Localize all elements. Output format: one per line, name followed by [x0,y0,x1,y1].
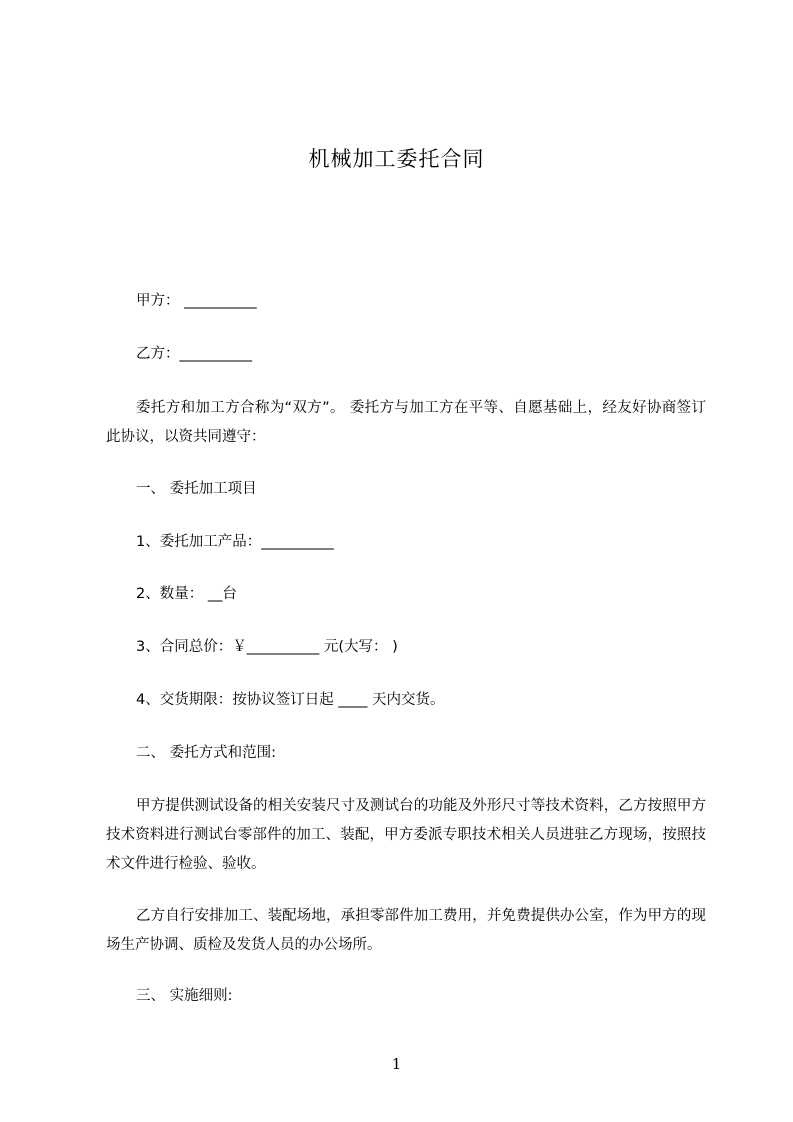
scope-paragraph-2: 乙方自行安排加工、装配场地，承担零部件加工费用，并免费提供办公室，作为甲方的现场生产协调、质检及发货人员的办公场所。 [106,908,706,953]
section-1-heading: 一、 委托加工项目 [136,481,257,497]
section-3-heading: 三、 实施细则: [136,988,233,1004]
party-a-line: 甲方： __________ [136,293,257,309]
party-b-line: 乙方：__________ [136,346,252,362]
document-title: 机械加工委托合同 [308,147,485,171]
intro-paragraph: 委托方和加工方合称为“双方”。 委托方与加工方在平等、自愿基础上，经友好协商签订此协议，以资共同遵守： [106,400,706,445]
section-2-heading: 二、 委托方式和范围: [136,745,276,761]
item-2-quantity: 2、数量： __台 [136,586,237,602]
scope-paragraph-1: 甲方提供测试设备的相关安装尺寸及测试台的功能及外形尺寸等技术资料，乙方按照甲方技术资料进行测试台零部件的加工、装配，甲方委派专职技术相关人员进驻乙方现场，按照技术文件进行检验、验收。 [106,798,706,872]
item-3-total-price: 3、合同总价：￥__________ 元(大写： ) [136,639,398,655]
item-4-delivery-term: 4、交货期限：按协议签订日起 ____ 天内交货。 [136,692,445,708]
page-number: 1 [391,1055,402,1073]
item-1-product: 1、委托加工产品：__________ [136,534,334,550]
